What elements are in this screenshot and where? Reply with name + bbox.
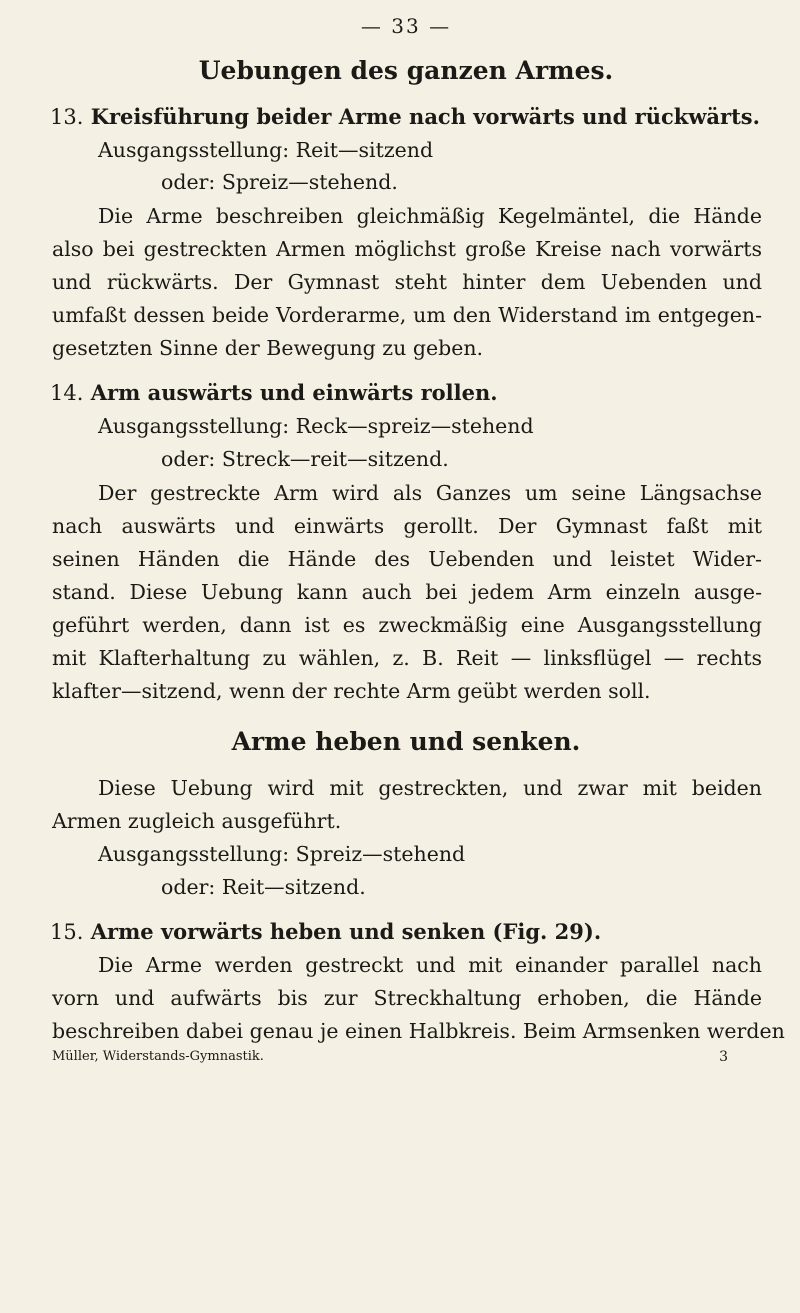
exercise-13-start-alt: oder: Spreiz—stehend. — [161, 170, 398, 194]
exercise-14-text: seinen Händen die Hände des Uebenden und leistet Wider- — [52, 547, 762, 571]
exercise-14-start-position: Ausgangsstellung: Reck—spreiz—stehend — [98, 414, 534, 438]
exercise-15-text: Die Arme werden gestreckt und mit einander parallel nach — [98, 953, 762, 977]
exercise-14-text: nach auswärts und einwärts gerollt. Der Gymnast faßt mit — [52, 514, 762, 538]
section-2-start-alt: oder: Reit—sitzend. — [161, 875, 366, 899]
exercise-13-text: also bei gestreckten Armen möglichst große Kreise nach vorwärts — [52, 237, 762, 261]
exercise-13-text: und rückwärts. Der Gymnast steht hinter dem Uebenden und — [52, 270, 762, 294]
exercise-15-text: vorn und aufwärts bis zur Streckhaltung erhoben, die Hände — [52, 986, 762, 1010]
section-title-arms-raise-lower: Arme heben und senken. — [231, 727, 581, 756]
exercise-13-text: gesetzten Sinne der Bewegung zu geben. — [52, 336, 484, 360]
exercise-14-start-alt: oder: Streck—reit—sitzend. — [161, 447, 449, 471]
exercise-13-text: umfaßt dessen beide Vorderarme, um den Widerstand im entgegen- — [52, 303, 762, 327]
exercise-14-text: Der gestreckte Arm wird als Ganzes um seine Längsachse — [98, 481, 762, 505]
exercise-13-title: Kreisführung beider Arme nach vorwärts und rückwärts. — [90, 104, 760, 129]
exercise-14-text: mit Klafterhaltung zu wählen, z. B. Reit — linksflügel — rechts — [52, 646, 762, 670]
section-title-whole-arm: Uebungen des ganzen Armes. — [198, 56, 614, 85]
exercise-15-text: beschreiben dabei genau je einen Halbkreis. Beim Armsenken werden — [52, 1019, 785, 1043]
exercise-14-text: stand. Diese Uebung kann auch bei jedem Arm einzeln ausge- — [52, 580, 762, 604]
exercise-13-number: 13. — [50, 105, 84, 129]
section-2-intro-text: Armen zugleich ausgeführt. — [52, 809, 342, 833]
exercise-14-text: klafter—sitzend, wenn der rechte Arm geübt werden soll. — [52, 679, 651, 703]
exercise-14-text: geführt werden, dann ist es zweckmäßig eine Ausgangsstellung — [52, 613, 762, 637]
exercise-15-heading — [50, 919, 764, 944]
exercise-13-text: Die Arme beschreiben gleichmäßig Kegelmäntel, die Hände — [98, 204, 762, 228]
page-footer — [52, 1049, 762, 1064]
section-2-start-position: Ausgangsstellung: Spreiz—stehend — [98, 842, 466, 866]
exercise-14-title: Arm auswärts und einwärts rollen. — [90, 380, 498, 405]
footer-signature: 3 — [719, 1049, 728, 1065]
exercise-13-start-position: Ausgangsstellung: Reit—sitzend — [98, 138, 434, 162]
exercise-14-heading — [50, 380, 764, 405]
exercise-13-heading — [50, 104, 764, 129]
footer-imprint: Müller, Widerstands-Gymnastik. — [52, 1049, 264, 1064]
exercise-15-title: Arme vorwärts heben und senken (Fig. 29). — [90, 919, 602, 944]
page-number-header: — 33 — — [360, 14, 452, 38]
exercise-14-number: 14. — [50, 381, 84, 405]
section-2-intro-text: Diese Uebung wird mit gestreckten, und zwar mit beiden — [98, 776, 762, 800]
exercise-15-number: 15. — [50, 920, 84, 944]
